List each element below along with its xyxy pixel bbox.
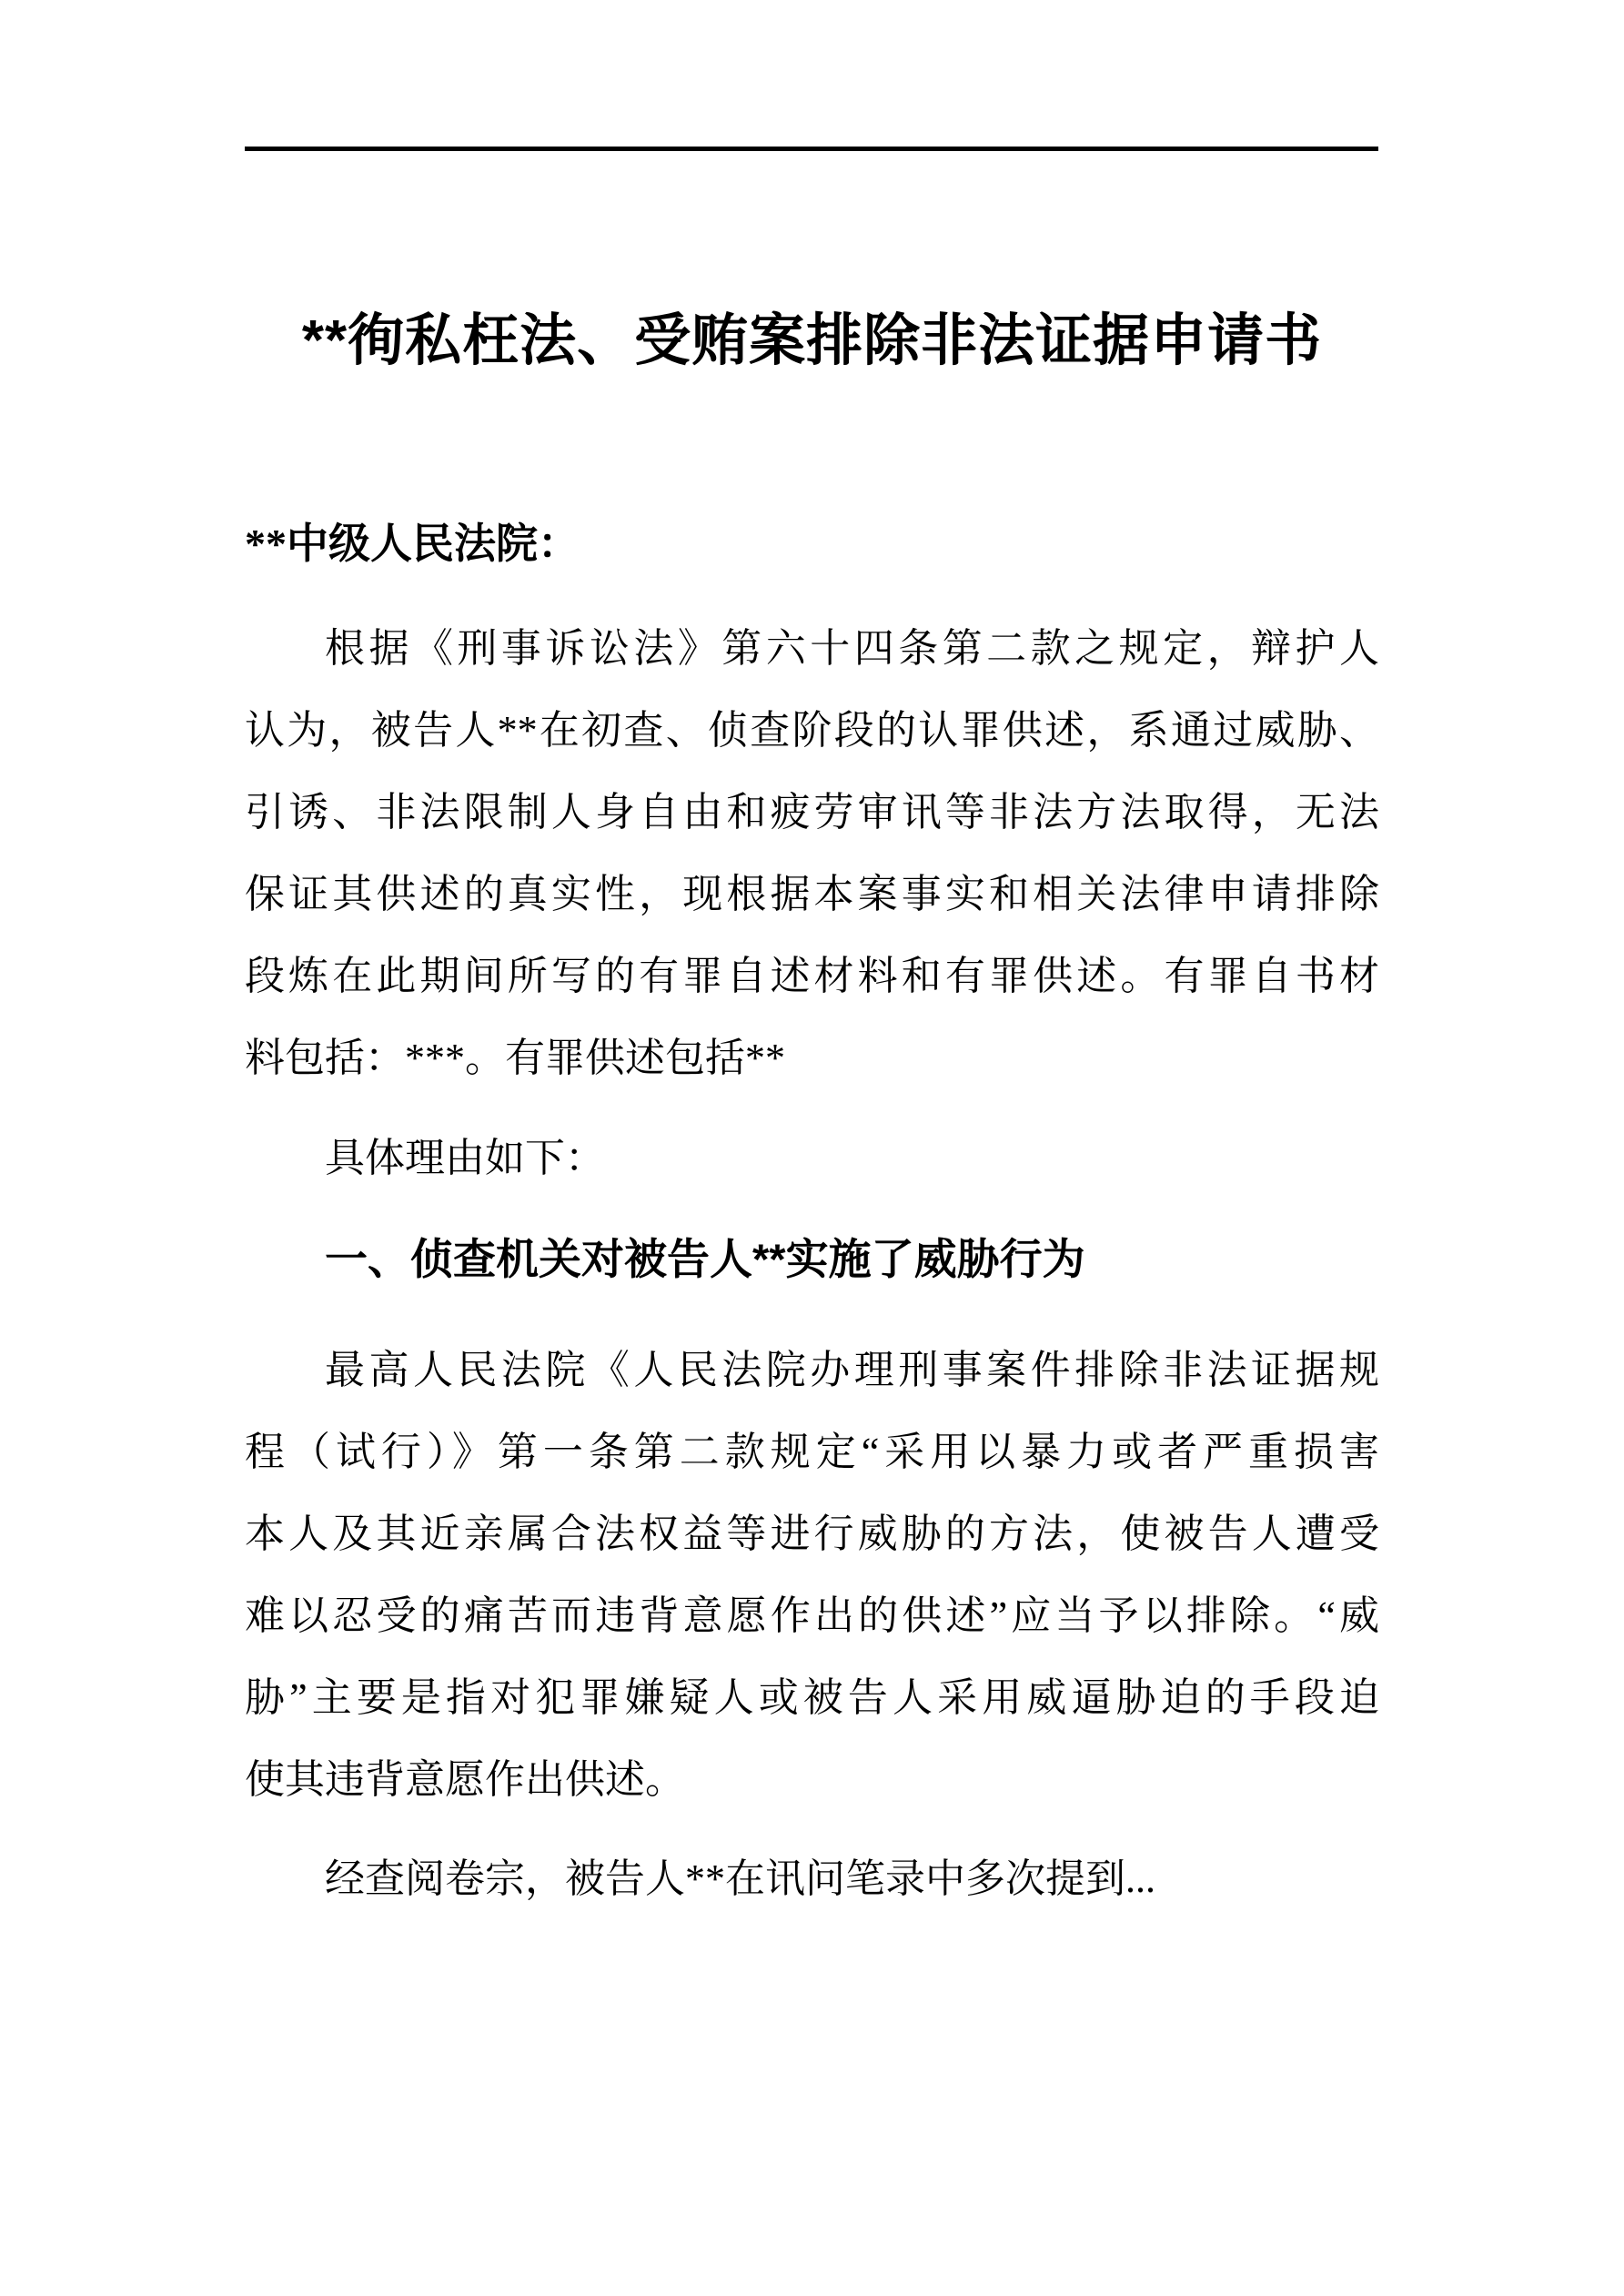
text-line: 保证其供述的真实性，现根据本案事实和相关法律申请排除: [245, 872, 1379, 916]
text-line: 根据《刑事诉讼法》第六十四条第二款之规定，辩护人: [325, 626, 1379, 671]
text-line: 经查阅卷宗，被告人**在讯问笔录中多次提到...: [325, 1856, 1155, 1901]
header-rule: [245, 147, 1378, 151]
paragraph-reasons-intro: [245, 1118, 1379, 1199]
text-line: 段炼在此期间所写的有罪自述材料和有罪供述。有罪自书材: [245, 954, 1379, 998]
paragraph-legal-basis: [245, 608, 1379, 1099]
text-line: 程（试行）》第一条第二款规定“采用以暴力或者严重损害: [245, 1430, 1379, 1474]
text-line: 引诱、非法限制人身自由和疲劳审讯等非法方法取得，无法: [245, 790, 1379, 834]
paragraph-supreme-court-rule: [245, 1330, 1379, 1821]
text-line: 使其违背意愿作出供述。: [245, 1757, 685, 1802]
text-line: 料包括：***。有罪供述包括**: [245, 1036, 785, 1080]
paragraph-case-file-review: [245, 1838, 1379, 1920]
text-line: 难以忍受的痛苦而违背意愿作出的供述”应当予以排除。“威: [245, 1593, 1379, 1638]
heading-line: 一、侦查机关对被告人**实施了威胁行为: [325, 1235, 1085, 1283]
text-line: 本人及其近亲属合法权益等进行威胁的方法，使被告人遭受: [245, 1512, 1379, 1556]
document-title: **徇私枉法、受贿案排除非法证据申请书: [301, 309, 1323, 372]
text-line: 认为，被告人**在初查、侦查阶段的认罪供述，系通过威胁、: [245, 708, 1379, 753]
text-line: 胁”主要是指对犯罪嫌疑人或被告人采用威逼胁迫的手段迫: [245, 1675, 1379, 1720]
text-line: 具体理由如下：: [325, 1136, 605, 1180]
section-heading-threat: [245, 1219, 1379, 1300]
addressee-line: **中级人民法院：: [245, 521, 580, 567]
text-line: 最高人民法院《人民法院办理刑事案件排除非法证据规: [325, 1348, 1379, 1392]
